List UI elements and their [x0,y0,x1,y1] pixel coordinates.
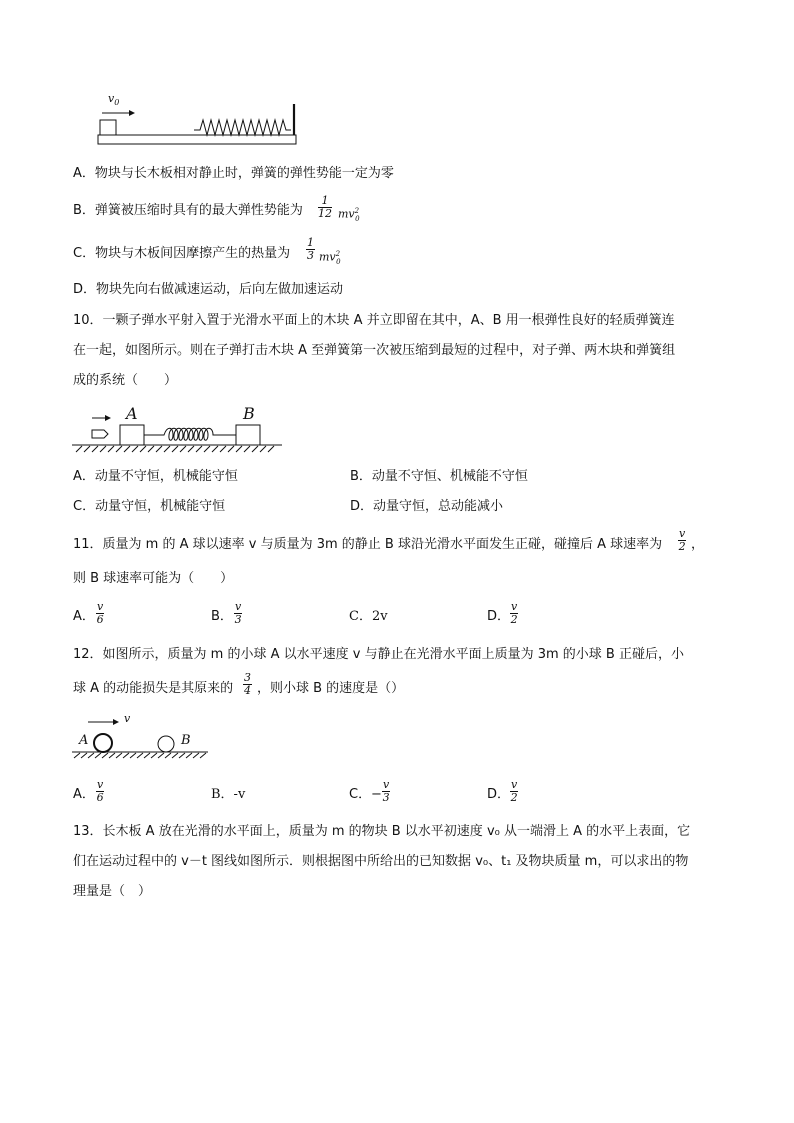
q13-stem-line1: 13．长木板 A 放在光滑的水平面上，质量为 m 的物块 B 以水平初速度 v₀ 从一端滑上 A 的水平上表面，它 [73,824,691,839]
balls-diagram [72,716,212,758]
q13-stem-line3: 理量是（ ） [73,884,152,899]
coil-spring [144,428,236,440]
block-a [120,425,144,445]
fraction: $\frac{1}{3}$ [307,236,314,262]
q11-option-b-label: B． [211,609,233,624]
q13-stem-line2: 们在运动过程中的 v－t 图线如图所示．则根据图中所给出的已知数据 v₀、t₁ 及物块质量 m，可以求出的物 [73,854,689,869]
q9-option-d: D．物块先向右做减速运动，后向左做加速运动 [73,282,344,297]
q10-stem-line3: 成的系统（ ） [73,373,178,388]
label-b: B [243,404,255,423]
q10-option-c: C．动量守恒，机械能守恒 [73,499,226,514]
ball-a [94,734,112,752]
ball-b [158,736,174,752]
q10-option-d: D．动量守恒，总动能减小 [350,499,504,514]
fraction: $\frac{3}{4}$ [244,671,251,697]
fraction: $\frac{v}{2}$ [678,527,686,553]
q12-option-d-label: D． [487,787,511,802]
block [100,120,116,135]
label-a: A [79,733,89,748]
q11-option-c: C．2v [349,609,388,624]
bullet-spring-diagram [72,412,292,452]
fraction: $\frac{1}{12}$ [318,194,332,220]
velocity-label: v [124,712,131,725]
q10-stem-line2: 在一起，如图所示。则在子弹打击木块 A 至弹簧第一次被压缩到最短的过程中，对子弹、两木块和弹簧组 [73,343,676,358]
ground-hatch [76,446,274,452]
board-spring-diagram [90,100,310,150]
velocity-label: $v_0$ [108,92,120,108]
label-a: A [126,404,138,423]
q11-option-b-fraction: $\frac{v}{3}$ [234,600,242,626]
q12-stem-line1: 12．如图所示，质量为 m 的小球 A 以水平速度 v 与静止在光滑水平面上质量为 3m 的小球 B 正碰后，小 [73,647,684,662]
q9-option-a: A．物块与长木板相对静止时，弹簧的弹性势能一定为零 [73,166,394,181]
block-b [236,425,260,445]
q12-option-c-minus: − [371,787,382,802]
q10-stem-line1: 10．一颗子弹水平射入置于光滑水平面上的木块 A 并立即留在其中，A、B 用一根弹性良好的轻质弹簧连 [73,313,675,328]
q11-option-d-label: D． [487,609,511,624]
bullet [92,430,108,438]
spring [194,120,291,135]
q10-option-b: B．动量不守恒、机械能不守恒 [350,469,528,484]
q12-option-a-fraction: $\frac{v}{6}$ [96,778,104,804]
label-b: B [181,733,191,748]
q11-option-a-label: A． [73,609,95,624]
q11-stem-line2: 则 B 球速率可能为（ ） [73,571,234,586]
ground-hatch [74,753,206,758]
q12-option-b: B．-v [211,787,246,802]
q12-option-c-fraction: $\frac{v}{3}$ [382,778,390,804]
q10-option-a: A．动量不守恒，机械能守恒 [73,469,238,484]
long-board [98,135,296,144]
q11-option-a-fraction: $\frac{v}{6}$ [96,600,104,626]
q12-option-d-fraction: $\frac{v}{2}$ [510,778,518,804]
q12-option-c-label: C． [349,787,372,802]
q11-option-d-fraction: $\frac{v}{2}$ [510,600,518,626]
q12-option-a-label: A． [73,787,95,802]
